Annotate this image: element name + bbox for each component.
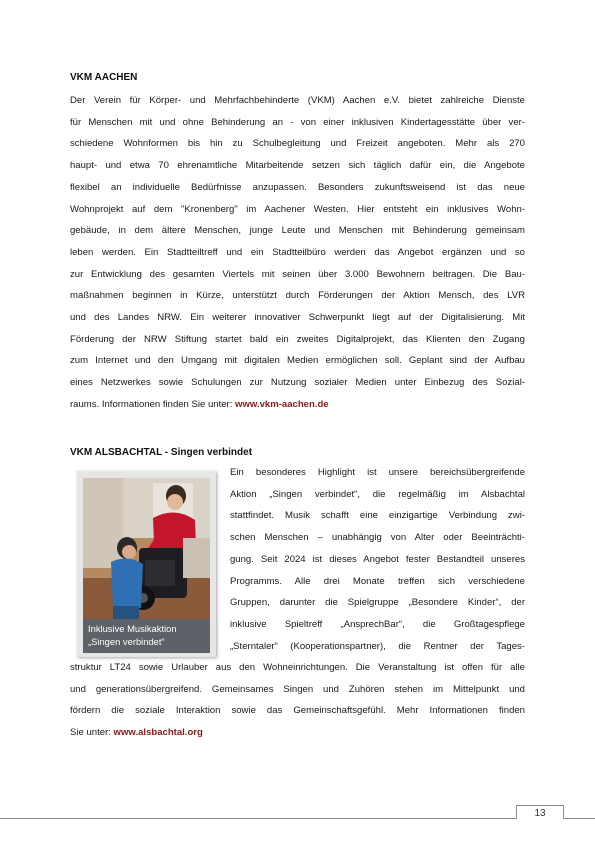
paragraph-line: schiedene Wohnformen bis hin zu Schulbegleitung und Freizeit angeboten. Mehr als 270 [70, 138, 525, 150]
footer-rule [0, 818, 595, 819]
paragraph-line: Ein besonderes Highlight ist unsere bereichsübergreifende [230, 467, 525, 478]
paragraph-line: für Menschen mit und ohne Behinderung an - von einer inklusiven Kindertagesstätte über ver- [70, 116, 525, 128]
paragraph-line: Programms. Alle drei Monate treffen sich verschiedene [230, 575, 525, 587]
paragraph-line: stattfindet. Musik schafft eine einzigartige Verbindung zwi- [230, 510, 525, 522]
paragraph-line: flexibel an individuelle Bedürfnisse anzupassen. Besonders zukunftsweisend ist das neue [70, 181, 525, 193]
alsbachtal-paragraph-full [70, 657, 525, 744]
paragraph-line: und des Landes NRW. Ein weiterer innovativer Schwerpunkt liegt auf der Digitalisierung. Mit [70, 312, 525, 324]
paragraph-line: struktur LT24 sowie Urlauber aus den Wohneinrichtungen. Die Veranstaltung ist offen für alle [70, 662, 525, 673]
paragraph-line: Gruppen, darunter die Spielgruppe „Besondere Kinder“, der [230, 597, 525, 609]
alsbachtal-link[interactable]: www.alsbachtal.org [113, 727, 203, 739]
caption-line: „Singen verbindet“ [88, 635, 165, 647]
paragraph-line: gebäude, in dem ältere Menschen, junge Leute und Menschen mit Behinderung gemeinsam [70, 225, 525, 237]
page-number: 13 [516, 805, 564, 819]
paragraph-line: schen Menschen – unabhängig von Alter oder Beeinträchti- [230, 532, 525, 544]
paragraph-line: Der Verein für Körper- und Mehrfachbehinderte (VKM) Aachen e.V. bietet zahlreiche Dienste [70, 95, 525, 106]
paragraph-line: zum Internet und den Umgang mit digitalen Medien ermöglichen soll. Geplant sind der Aufbau [70, 355, 525, 367]
info-text: Sie unter: [70, 727, 114, 739]
paragraph-line: inklusive Spieltreff „AnsprechBar“, die Großtagespflege [230, 618, 525, 630]
alsbachtal-paragraph-wrapped [230, 462, 525, 657]
paragraph-last-line [70, 394, 525, 416]
photo-figure [77, 471, 216, 657]
section-title-vkm-aachen: VKM AACHEN [70, 72, 138, 83]
caption-line: Inklusive Musikaktion [88, 623, 177, 634]
paragraph-line: fördern die soziale Interaktion sowie das Gemeinschaftsgefühl. Mehr Informationen finden [70, 705, 525, 717]
paragraph-line: Wohnprojekt auf dem "Kronenberg" im Aachener Westen. Hier entsteht ein inklusives Wohn- [70, 203, 525, 215]
vkm-aachen-paragraph [70, 90, 525, 416]
paragraph-line: und generationsübergreifend. Gemeinsames Singen und Zuhören stehen im Mittelpunkt und [70, 683, 525, 695]
paragraph-line: zur Entwicklung des gesamten Viertels mit seinen über 3.000 Bewohnern beitragen. Die Bau- [70, 268, 525, 280]
paragraph-line: „Sterntaler“ (Kooperationspartner), die Rentner der Tages- [230, 640, 525, 652]
photo-caption [83, 619, 210, 653]
info-text: raums. Informationen finden Sie unter: [70, 398, 236, 410]
paragraph-line: Förderung der NRW Stiftung startet bald ein zweites Digitalprojekt, das Klienten den Zugang [70, 333, 525, 345]
paragraph-line: gung. Seit 2024 ist dieses Angebot fester Bestandteil unseres [230, 553, 525, 565]
section-title-vkm-alsbachtal: VKM ALSBACHTAL - Singen verbindet [70, 447, 253, 458]
paragraph-line: eines Netzwerkes sowie Schulungen zur Nutzung sozialer Medien unter Einbezug des Sozial- [70, 377, 525, 389]
paragraph-line: haupt- und etwa 70 ehrenamtliche Mitarbeitende setzen sich täglich dafür ein, die Angebote [70, 160, 525, 172]
paragraph-line: maßnahmen beginnen in Kürze, unterstützt durch Förderungen der Aktion Mensch, des LVR [70, 290, 525, 302]
music-event-photo [83, 478, 210, 619]
vkm-aachen-link[interactable]: www.vkm-aachen.de [235, 398, 329, 410]
paragraph-last-line [70, 722, 525, 744]
paragraph-line: leben werden. Ein Stadtteiltreff und ein Stadtteilbüro werden das Angebot ergänzen und so [70, 246, 525, 258]
paragraph-line: Aktion „Singen verbindet“, die regelmäßig im Alsbachtal [230, 488, 525, 500]
